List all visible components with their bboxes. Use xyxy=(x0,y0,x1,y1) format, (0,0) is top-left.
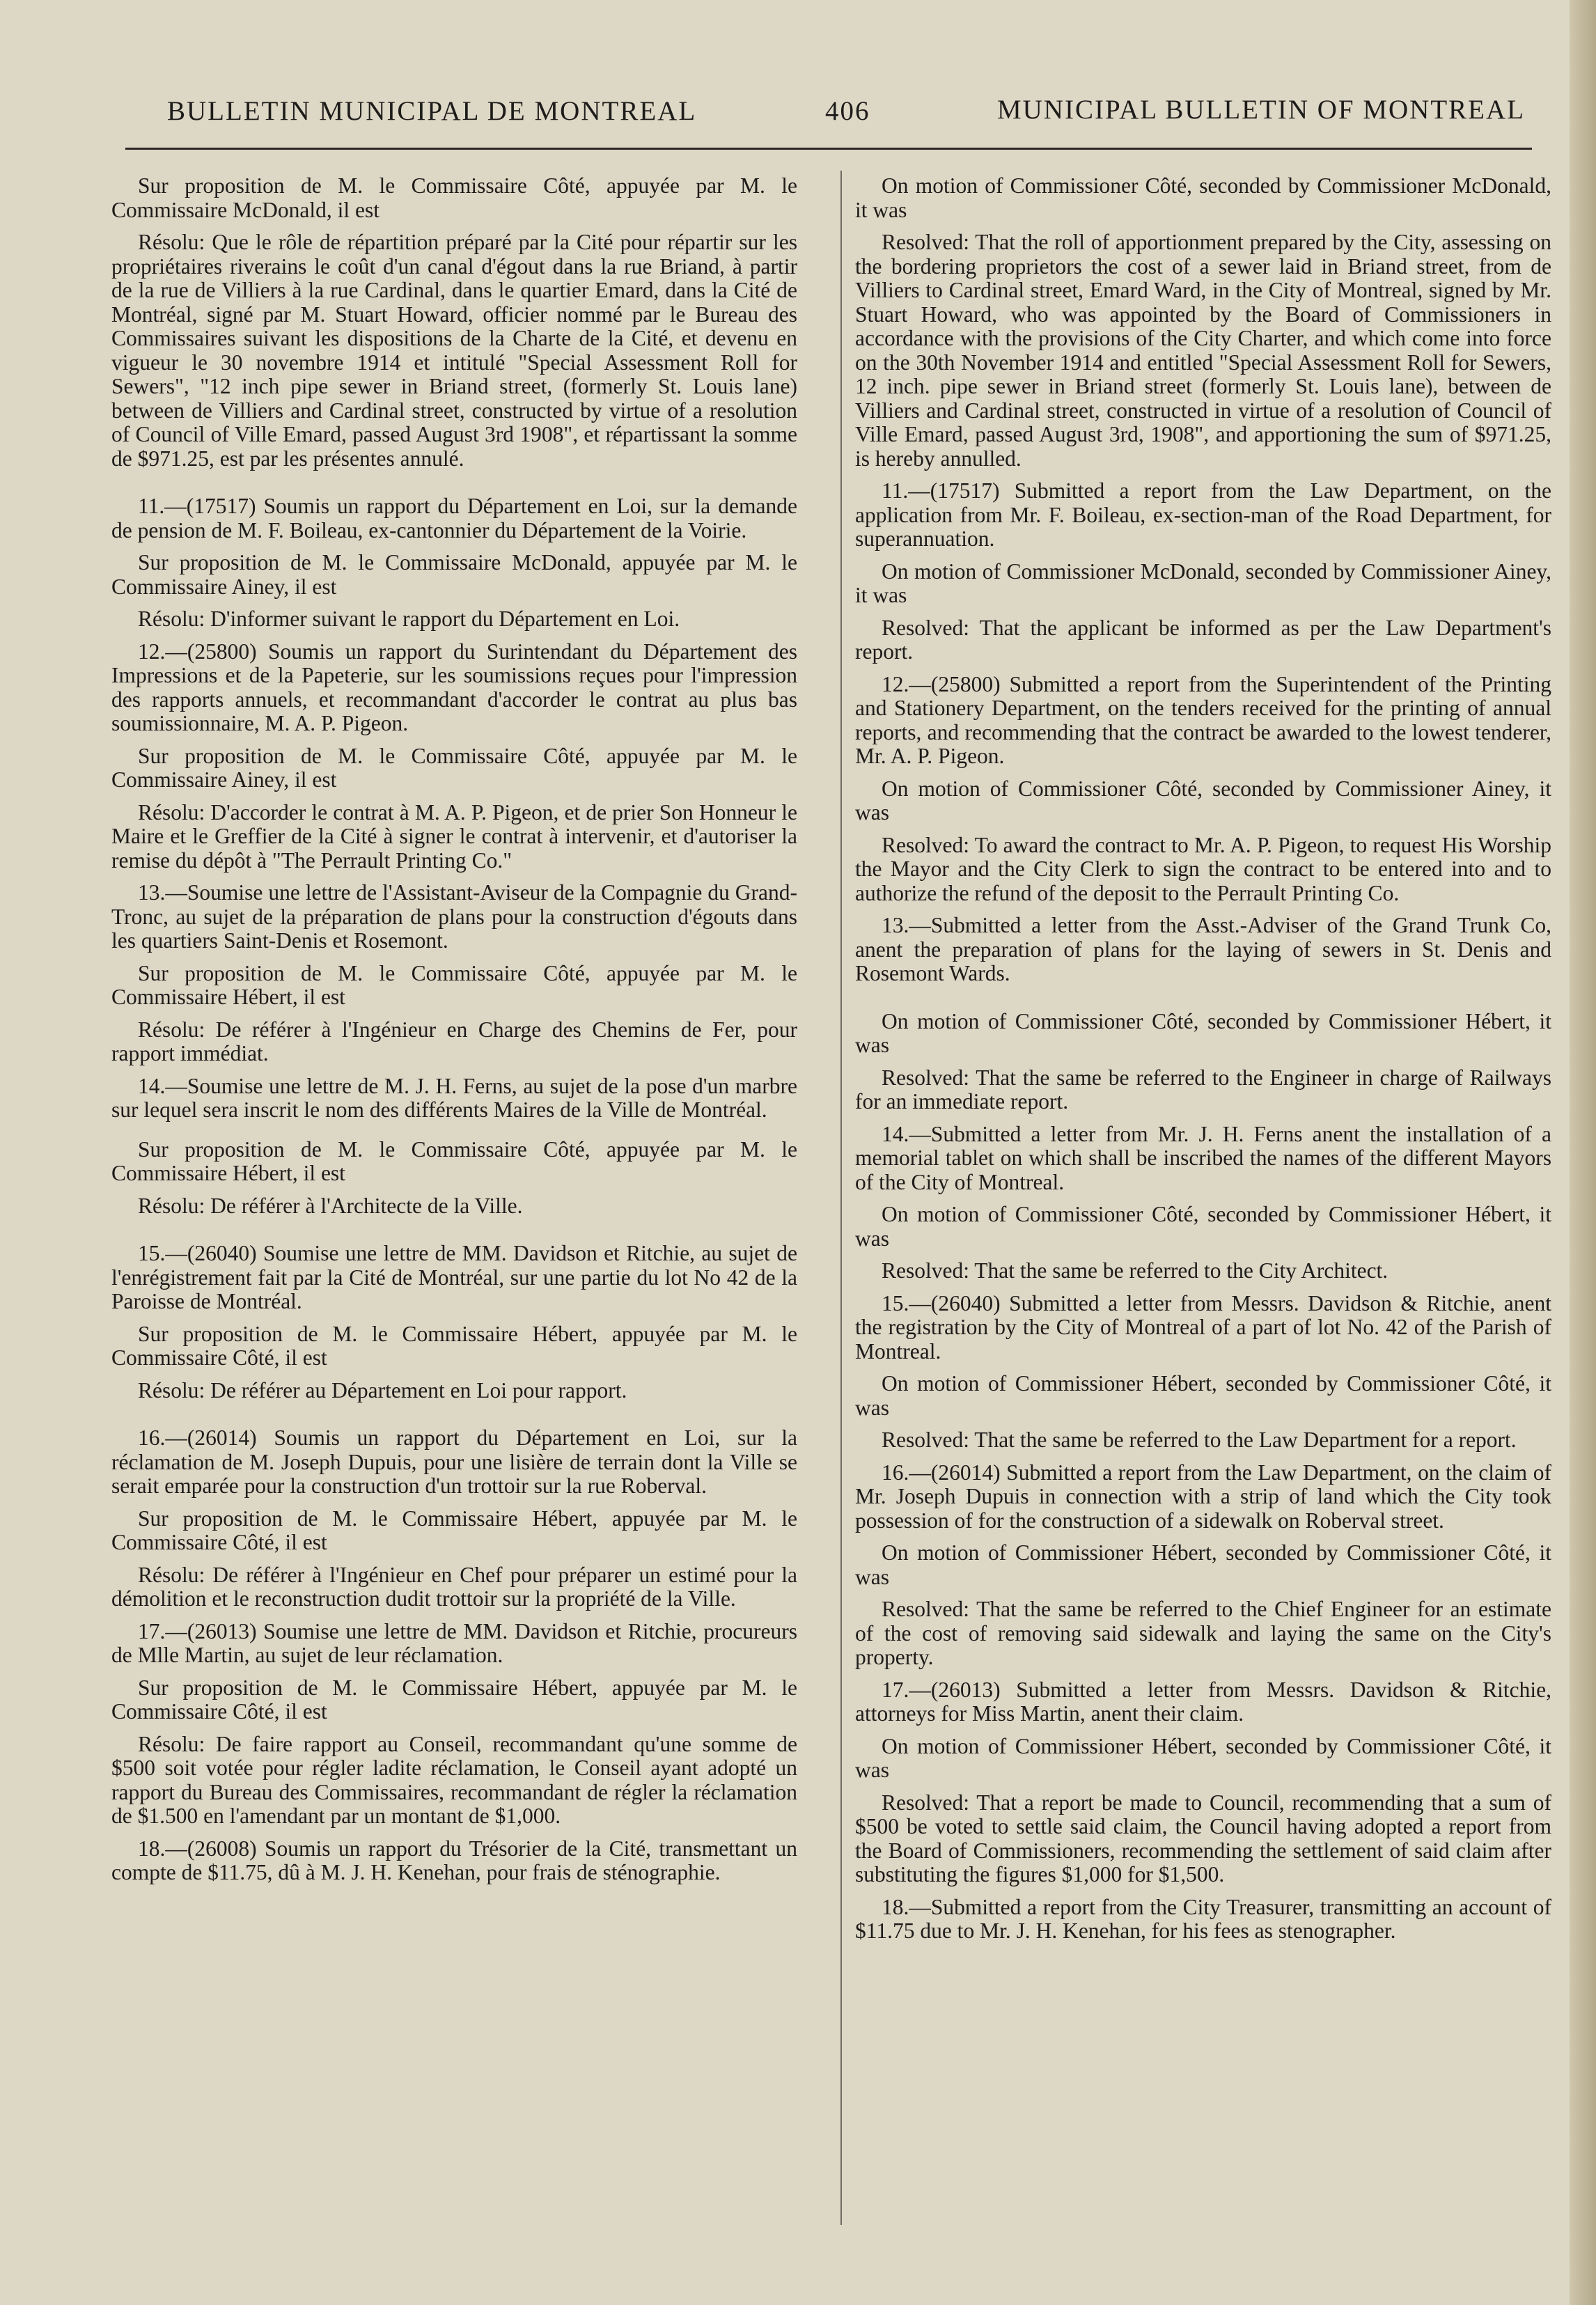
fr-paragraph: Résolu: De référer à l'Ingénieur en Charge des Chemins de Fer, pour rapport immédiat. xyxy=(111,1017,797,1065)
column-divider xyxy=(840,171,842,2225)
en-paragraph: Resolved: That a report be made to Council, recommending that a sum of $500 be voted to settle said claim, the Council having adopted a report from the Board of Commissioners, recommending the settlement of said claim after substituting the figures $1,000 for $1,500. xyxy=(855,1790,1551,1886)
en-paragraph: Resolved: That the roll of apportionment prepared by the City, assessing on the bordering proprietors the cost of a sewer laid in Briand street, from de Villiers to Cardinal street, Emard Ward, in the City of Montreal, signed by Mr. Stuart Howard, who was appointed by the Board of Commissioners in accordance with the provisions of the City Charter, and which come into force on the 30th November 1914 and entitled "Special Assessment Roll for Sewers, 12 inch. pipe sewer in Briand street (formerly St. Louis lane), between de Villiers and Cardinal street, constructed in virtue of a resolution of Council of Ville Emard, passed August 3rd, 1908", and apportioning the sum of $971.25, is hereby annulled. xyxy=(855,230,1551,471)
en-paragraph: 15.—(26040) Submitted a letter from Messrs. Davidson & Ritchie, anent the registration by the City of Montreal of a part of lot No. 42 of the Parish of Montreal. xyxy=(855,1290,1551,1364)
page-header xyxy=(167,87,1525,129)
fr-paragraph: 11.—(17517) Soumis un rapport du Département en Loi, sur la demande de pension de M. F. Boileau, ex-cantonnier du Département de la Voirie. xyxy=(111,494,797,542)
en-paragraph: 13.—Submitted a letter from the Asst.-Adviser of the Grand Trunk Co, anent the preparation of plans for the laying of sewers in St. Denis and Rosemont Wards. xyxy=(855,913,1551,985)
fr-paragraph: Résolu: De référer à l'Ingénieur en Chef pour préparer un estimé pour la démolition et le reconstruction dudit trottoir sur la propriété de la Ville. xyxy=(111,1562,797,1611)
fr-paragraph: Sur proposition de M. le Commissaire Hébert, appuyée par M. le Commissaire Côté, il est xyxy=(111,1506,797,1554)
header-rule xyxy=(125,148,1532,150)
en-paragraph: On motion of Commissioner Côté, seconded by Commissioner Hébert, it was xyxy=(855,1008,1551,1057)
en-paragraph: 14.—Submitted a letter from Mr. J. H. Ferns anent the installation of a memorial tablet on which shall be inscribed the names of the different Mayors of the City of Montreal. xyxy=(855,1121,1551,1194)
en-paragraph: Resolved: To award the contract to Mr. A. P. Pigeon, to request His Worship the Mayor and the City Clerk to sign the contract to be entered into and to authorize the refund of the deposit to the Perrault Printing Co. xyxy=(855,832,1551,905)
header-french-title: BULLETIN MUNICIPAL DE MONTREAL xyxy=(167,96,697,126)
en-paragraph: On motion of Commissioner Hébert, seconded by Commissioner Côté, it was xyxy=(855,1733,1551,1782)
fr-paragraph: 18.—(26008) Soumis un rapport du Trésorier de la Cité, transmettant un compte de $11.75, dû à M. J. H. Kenehan, pour frais de sténographie. xyxy=(111,1836,797,1884)
en-paragraph: On motion of Commissioner McDonald, seconded by Commissioner Ainey, it was xyxy=(855,558,1551,607)
en-paragraph: Resolved: That the same be referred to the Engineer in charge of Railways for an immediate report. xyxy=(855,1065,1551,1114)
fr-paragraph: 12.—(25800) Soumis un rapport du Surintendant du Département des Impressions et de la Papeterie, sur les soumissions reçues pour l'impression des rapports annuels, et recommandant d'accorder le contrat au plus bas soumissionnaire, M. A. P. Pigeon. xyxy=(111,639,797,735)
fr-paragraph: Résolu: De référer à l'Architecte de la Ville. xyxy=(138,1193,523,1218)
en-paragraph: 12.—(25800) Submitted a report from the Superintendent of the Printing and Stationery Department, on the tenders received for the printing of annual reports, and recommending that the contract be awarded to the lowest tenderer, Mr. A. P. Pigeon. xyxy=(855,671,1551,768)
en-paragraph: On motion of Commissioner Côté, seconded by Commissioner Hébert, it was xyxy=(855,1202,1551,1251)
fr-paragraph: Sur proposition de M. le Commissaire Hébert, appuyée par M. le Commissaire Côté, il est xyxy=(111,1675,797,1724)
fr-paragraph: Résolu: De référer au Département en Loi pour rapport. xyxy=(138,1377,627,1402)
en-paragraph: 16.—(26014) Submitted a report from the Law Department, on the claim of Mr. Joseph Dupuis in connection with a strip of land which the City took possession of for the construction of a sidewalk on Roberval street. xyxy=(855,1460,1551,1533)
fr-paragraph: 14.—Soumise une lettre de M. J. H. Ferns, au sujet de la pose d'un marbre sur lequel sera inscrit le nom des différents Maires de la Ville de Montréal. xyxy=(111,1073,797,1122)
page-number: 406 xyxy=(825,96,870,126)
en-paragraph: Resolved: That the same be referred to the Law Department for a report. xyxy=(882,1428,1517,1452)
page-edge xyxy=(1570,0,1596,2305)
fr-paragraph: 15.—(26040) Soumise une lettre de MM. Davidson et Ritchie, au sujet de l'enrégistrement fait par la Cité de Montréal, sur une partie du lot No 42 de la Paroisse de Montréal. xyxy=(111,1241,797,1313)
en-paragraph: On motion of Commissioner Hébert, seconded by Commissioner Côté, it was xyxy=(855,1371,1551,1420)
fr-paragraph: Sur proposition de M. le Commissaire Côté, appuyée par M. le Commissaire Ainey, il est xyxy=(111,743,797,792)
fr-paragraph: Sur proposition de M. le Commissaire Côté, appuyée par M. le Commissaire McDonald, il est xyxy=(111,173,797,222)
fr-paragraph: Résolu: D'accorder le contrat à M. A. P. Pigeon, et de prier Son Honneur le Maire et le Greffier de la Cité à signer le contrat à intervenir, et d'autoriser la remise du dépôt à "The Perrault Printing Co." xyxy=(111,799,797,873)
en-paragraph: On motion of Commissioner Hébert, seconded by Commissioner Côté, it was xyxy=(855,1540,1551,1589)
en-paragraph: On motion of Commissioner Côté, seconded by Commissioner Ainey, it was xyxy=(855,776,1551,825)
en-paragraph: 18.—Submitted a report from the City Treasurer, transmitting an account of $11.75 due to Mr. J. H. Kenehan, for his fees as stenographer. xyxy=(855,1894,1551,1943)
fr-paragraph: Résolu: De faire rapport au Conseil, recommandant qu'une somme de $500 soit votée pour régler ladite réclamation, le Conseil ayant adopté un rapport du Bureau des Commissaires, recommandant de régler la réclamation de $1.500 en l'amendant par un montant de $1,000. xyxy=(111,1731,797,1828)
en-paragraph: On motion of Commissioner Côté, seconded by Commissioner McDonald, it was xyxy=(855,173,1551,222)
header-english-title: MUNICIPAL BULLETIN OF MONTREAL xyxy=(996,95,1525,125)
fr-paragraph: 13.—Soumise une lettre de l'Assistant-Aviseur de la Compagnie du Grand-Tronc, au sujet de la préparation de plans pour la construction d'égouts dans les quartiers Saint-Denis et Rosemont. xyxy=(111,880,797,953)
fr-paragraph: Sur proposition de M. le Commissaire McDonald, appuyée par M. le Commissaire Ainey, il est xyxy=(111,550,797,599)
en-paragraph: Resolved: That the applicant be informed as per the Law Department's report. xyxy=(855,615,1551,664)
en-paragraph: 11.—(17517) Submitted a report from the Law Department, on the application from Mr. F. Boileau, ex-section-man of the Road Department, for superannuation. xyxy=(855,478,1551,551)
en-paragraph: Resolved: That the same be referred to the Chief Engineer for an estimate of the cost of removing said sidewalk and laying the same on the City's property. xyxy=(855,1597,1551,1669)
english-column xyxy=(855,174,1551,1952)
en-paragraph: Resolved: That the same be referred to the City Architect. xyxy=(882,1258,1388,1283)
fr-paragraph: 16.—(26014) Soumis un rapport du Département en Loi, sur la réclamation de M. Joseph Dupuis, pour une lisière de terrain dont la Ville se serait emparée pour la construction d'un trottoir sur la rue Roberval. xyxy=(111,1425,797,1498)
fr-paragraph: Résolu: Que le rôle de répartition préparé par la Cité pour répartir sur les propriétaires riverains le coût d'un canal d'égout dans la rue Briand, à partir de la rue de Villiers à la rue Cardinal, dans le quartier Emard, dans la Cité de Montréal, signé par M. Stuart Howard, officier nommé par le Bureau des Commissaires suivant les dispositions de la Charte de la Cité, et devenu en vigueur le 30 novembre 1914 et intitulé "Special Assessment Roll for Sewers", "12 inch pipe sewer in Briand street, (formerly St. Louis lane) between de Villiers and Cardinal street, constructed by virtue of a resolution of Council of Ville Emard, passed August 3rd 1908", et répartissant la somme de $971.25, est par les présentes annulé. xyxy=(111,230,797,471)
en-paragraph: 17.—(26013) Submitted a letter from Messrs. Davidson & Ritchie, attorneys for Miss Martin, anent their claim. xyxy=(855,1677,1551,1726)
fr-paragraph: Sur proposition de M. le Commissaire Côté, appuyée par M. le Commissaire Hébert, il est xyxy=(111,1136,797,1185)
fr-paragraph: 17.—(26013) Soumise une lettre de MM. Davidson et Ritchie, procureurs de Mlle Martin, au sujet de leur réclamation. xyxy=(111,1618,797,1667)
french-column xyxy=(111,174,797,1893)
fr-paragraph: Sur proposition de M. le Commissaire Hébert, appuyée par M. le Commissaire Côté, il est xyxy=(111,1321,797,1370)
fr-paragraph: Sur proposition de M. le Commissaire Côté, appuyée par M. le Commissaire Hébert, il est xyxy=(111,960,797,1009)
fr-paragraph: Résolu: D'informer suivant le rapport du Département en Loi. xyxy=(138,607,680,631)
